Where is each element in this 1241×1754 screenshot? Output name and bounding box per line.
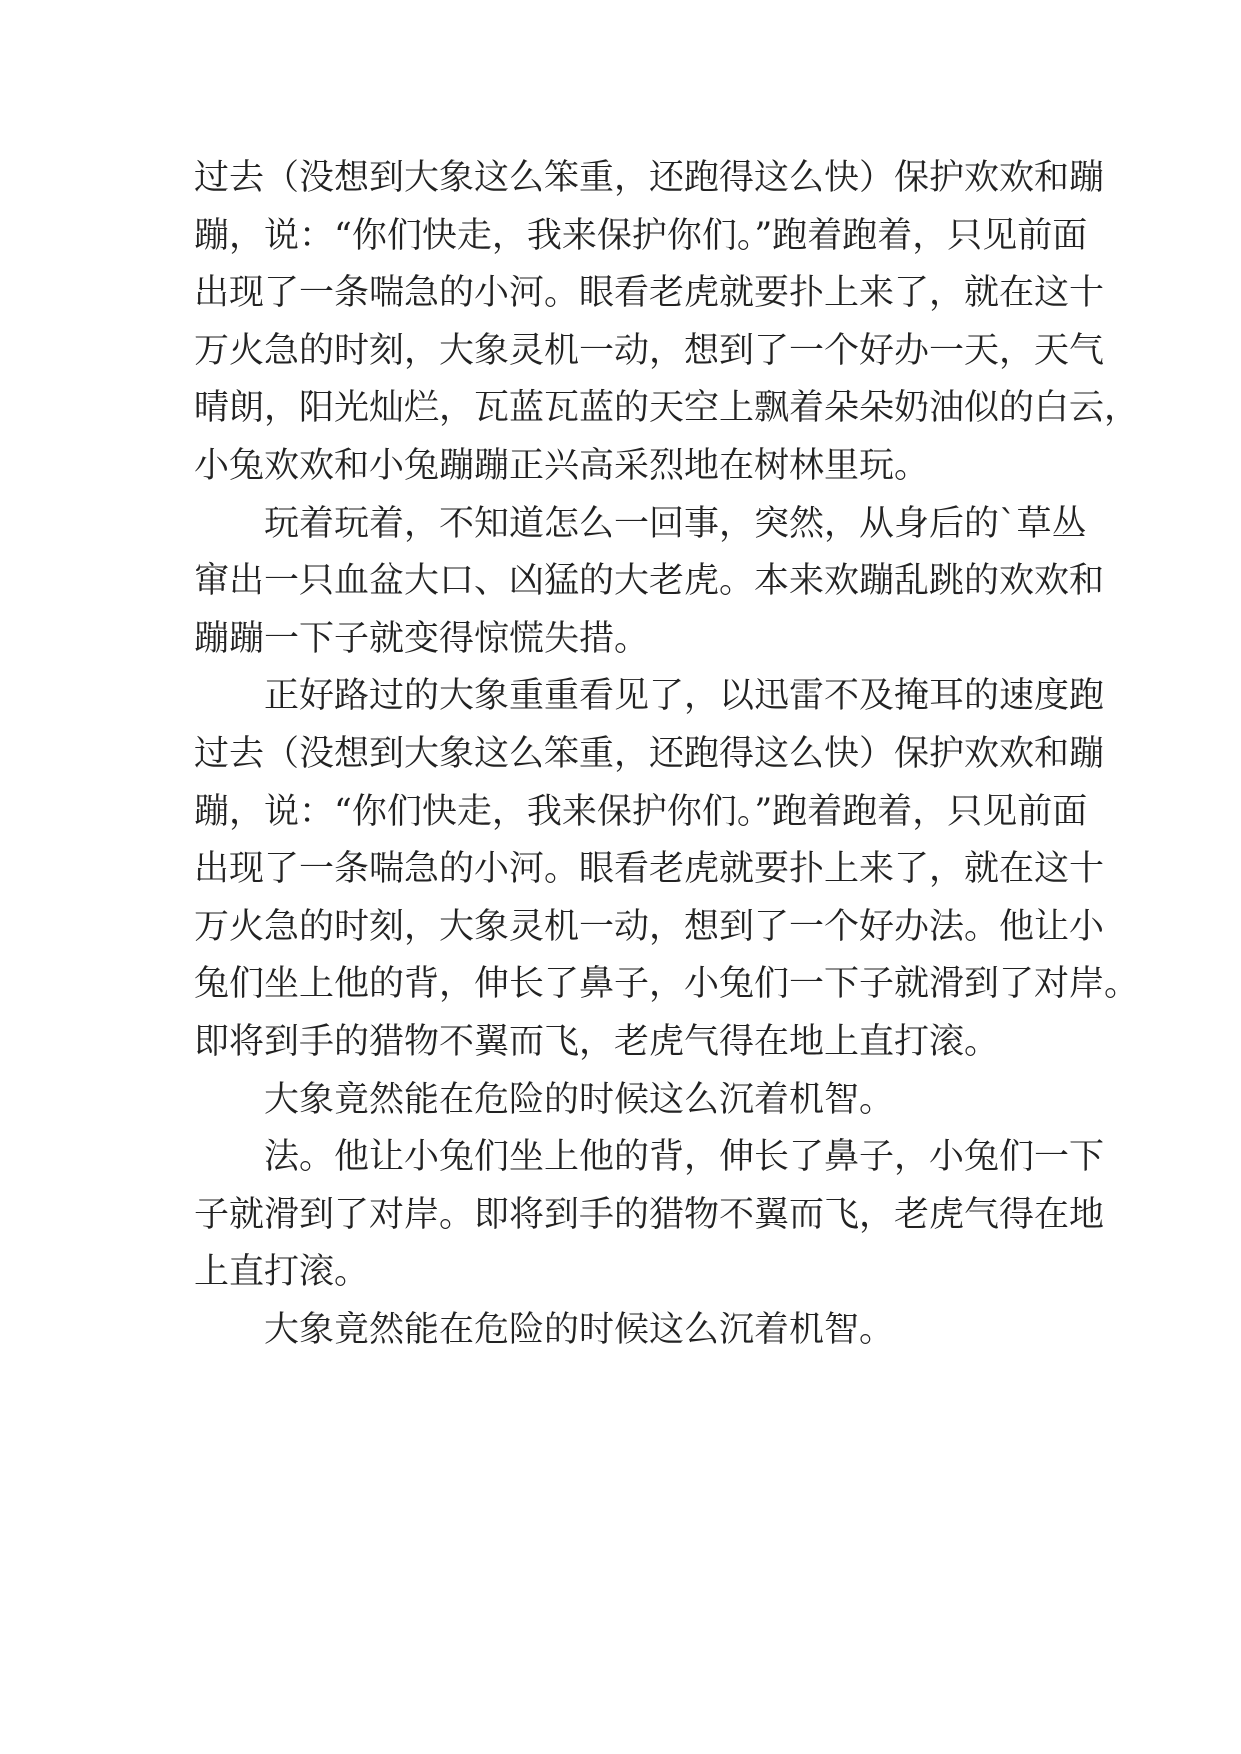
text-line: 即将到手的猎物不翼而飞，老虎气得在地上直打滚。 <box>194 1021 1000 1062</box>
text-line: 上直打滚。 <box>194 1252 370 1293</box>
text-line: 过去（没想到大象这么笨重，还跑得这么快）保护欢欢和蹦 <box>194 158 1105 198</box>
text-line: 小兔欢欢和小兔蹦蹦正兴高采烈地在树林里玩。 <box>194 445 930 486</box>
text-line: 出现了一条喘急的小河。眼看老虎就要扑上来了，就在这十 <box>194 273 1105 314</box>
text-line: 大象竟然能在危险的时候这么沉着机智。 <box>264 1309 895 1350</box>
text-line: 玩着玩着，不知道怎么一回事，突然，从身后的`草丛 <box>264 503 1087 544</box>
text-line: 晴朗，阳光灿烂，瓦蓝瓦蓝的天空上飘着朵朵奶油似的白云， <box>194 388 1140 429</box>
text-line: 大象竟然能在危险的时候这么沉着机智。 <box>264 1079 895 1120</box>
text-line: 正好路过的大象重重看见了，以迅雷不及掩耳的速度跑 <box>264 676 1105 717</box>
text-line: 过去（没想到大象这么笨重，还跑得这么快）保护欢欢和蹦 <box>194 733 1105 774</box>
text-line: 蹦，说：“你们快走，我来保护你们。”跑着跑着，只见前面 <box>194 215 1088 256</box>
text-line: 蹦，说：“你们快走，我来保护你们。”跑着跑着，只见前面 <box>194 791 1088 832</box>
text-line: 窜出一只血盆大口、凶猛的大老虎。本来欢蹦乱跳的欢欢和 <box>194 561 1105 602</box>
text-line: 万火急的时刻，大象灵机一动，想到了一个好办法。他让小 <box>194 906 1105 947</box>
text-line: 子就滑到了对岸。即将到手的猎物不翼而飞，老虎气得在地 <box>194 1194 1105 1235</box>
text-line: 兔们坐上他的背，伸长了鼻子，小兔们一下子就滑到了对岸。 <box>194 964 1140 1005</box>
text-line: 出现了一条喘急的小河。眼看老虎就要扑上来了，就在这十 <box>194 849 1105 890</box>
text-line: 法。他让小兔们坐上他的背，伸长了鼻子，小兔们一下 <box>264 1137 1105 1178</box>
story-text <box>194 150 1140 1359</box>
text-line: 蹦蹦一下子就变得惊慌失措。 <box>194 618 650 659</box>
text-line: 万火急的时刻，大象灵机一动，想到了一个好办一天，天气 <box>194 330 1105 371</box>
